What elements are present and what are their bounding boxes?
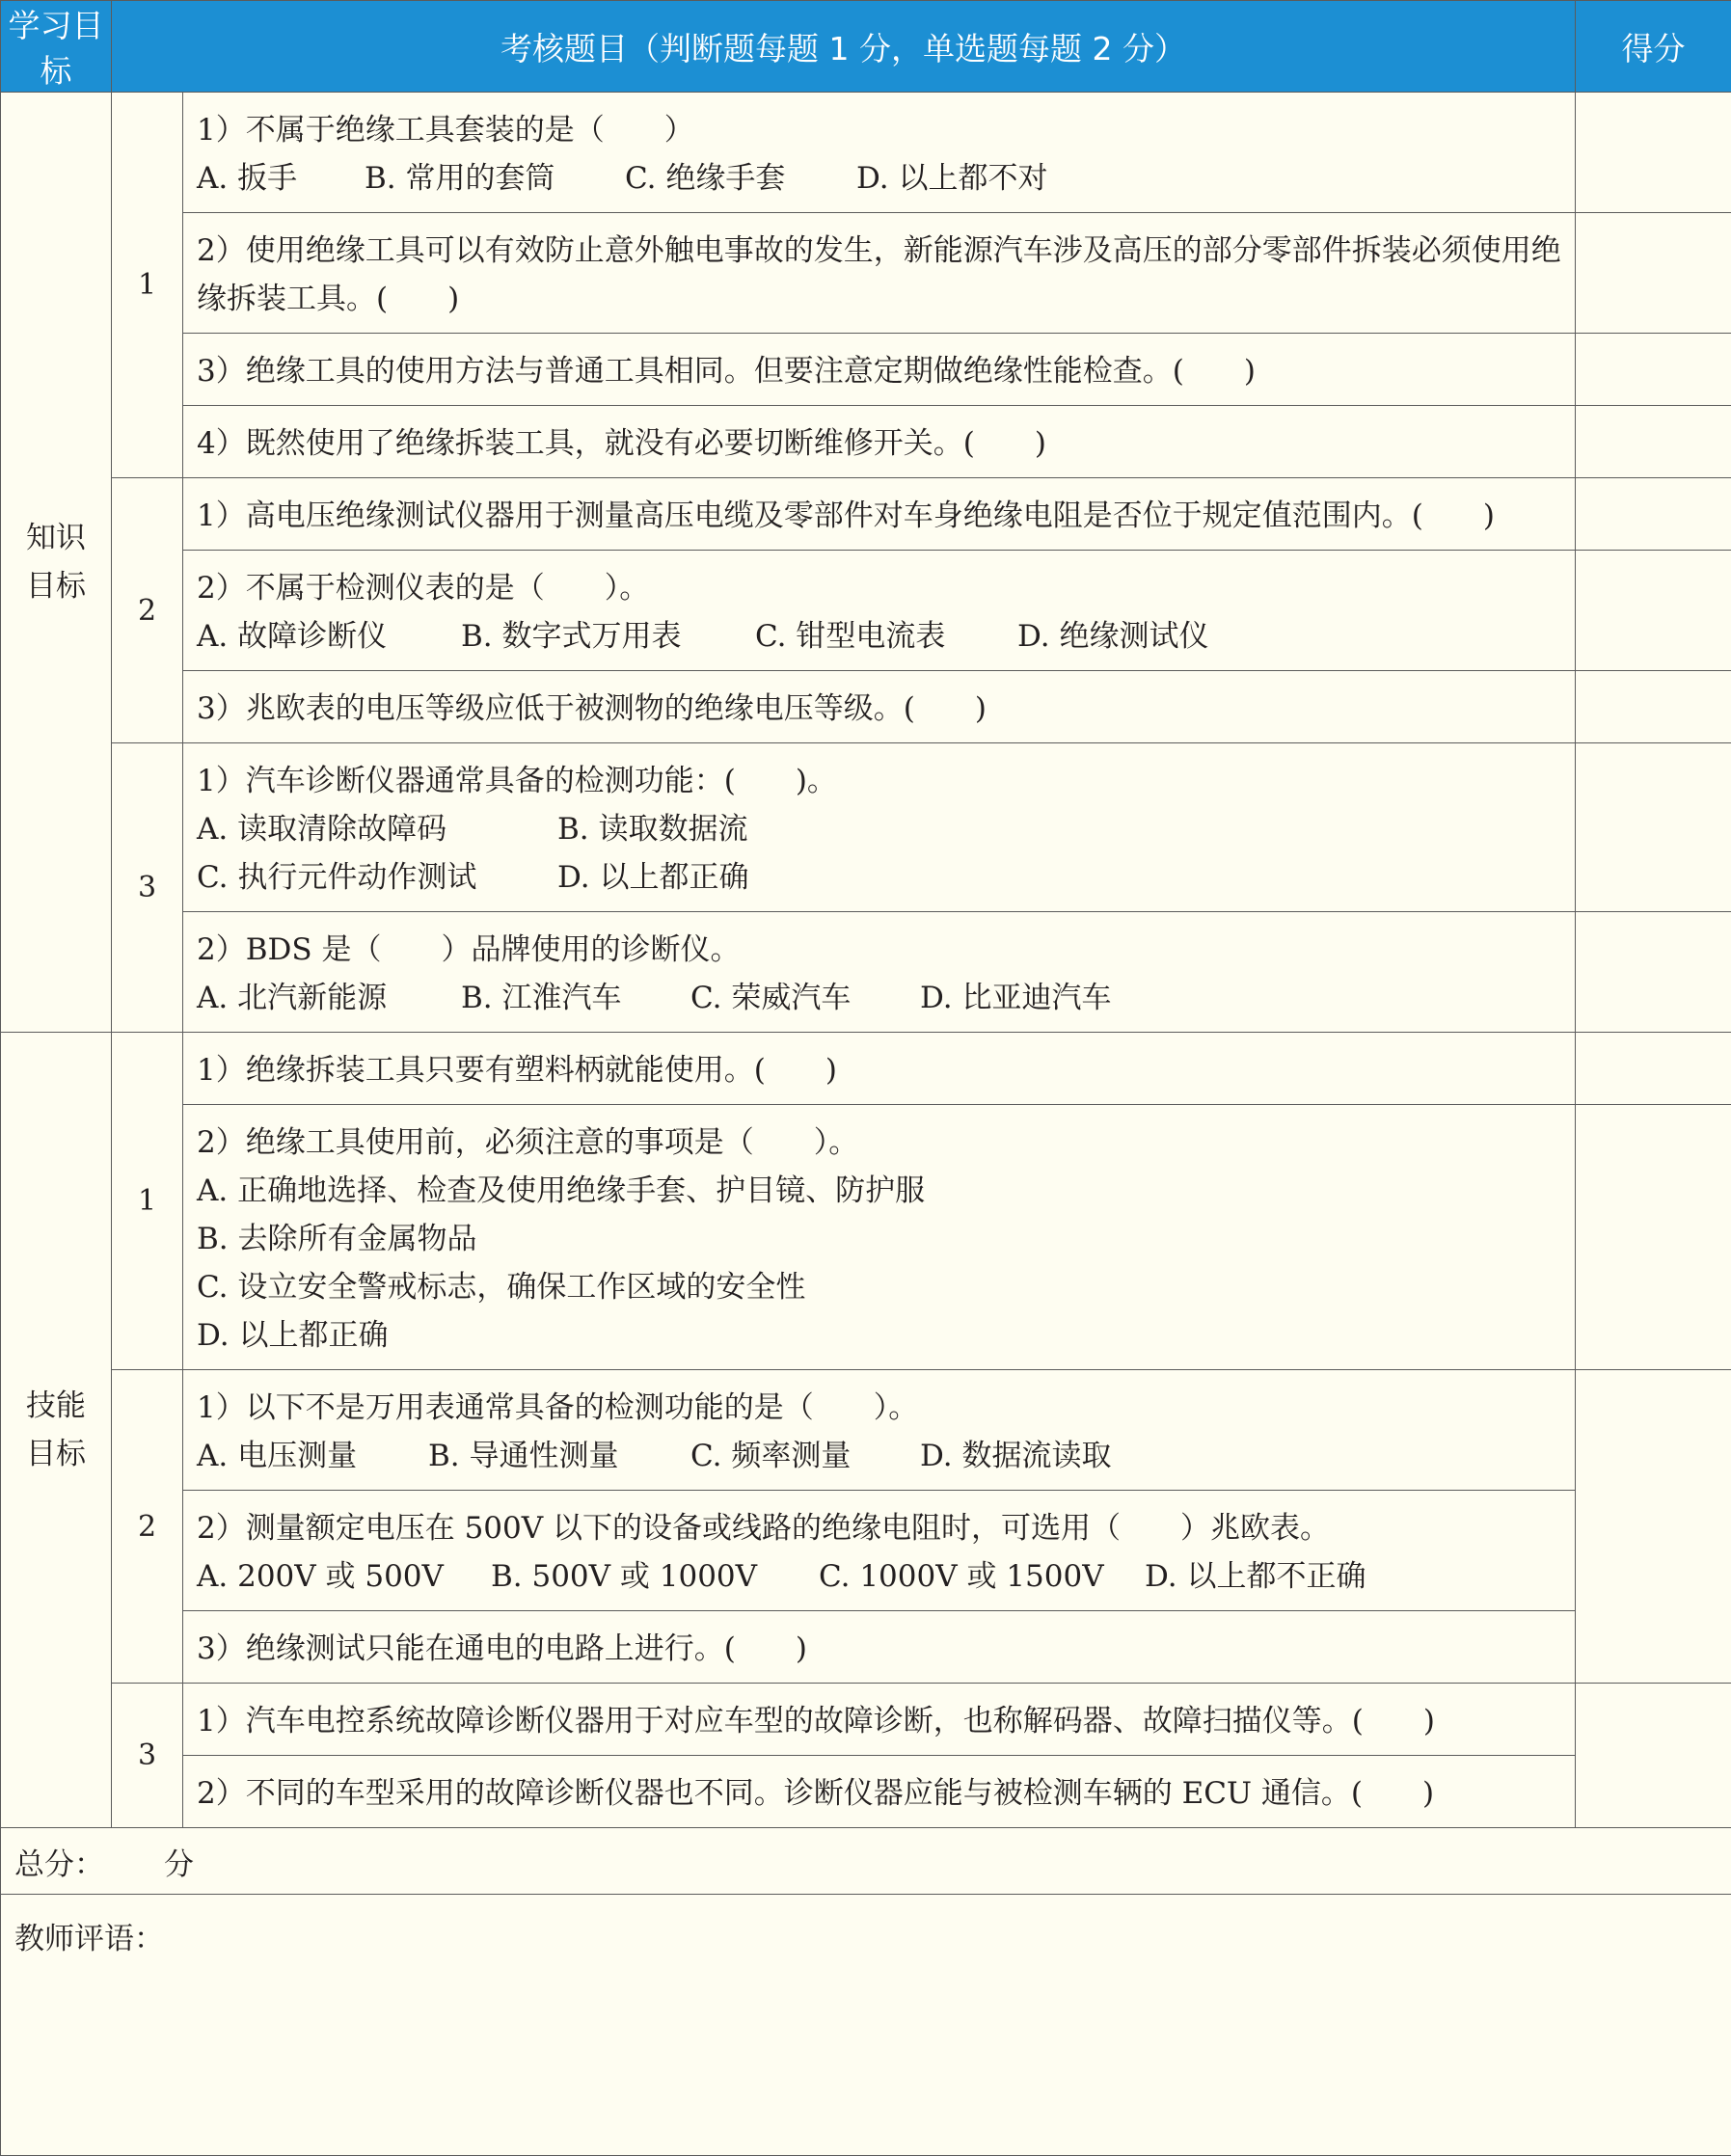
options: A. 北汽新能源 B. 江淮汽车 C. 荣威汽车 D. 比亚迪汽车 (197, 974, 1567, 1022)
question: 3）绝缘工具的使用方法与普通工具相同。但要注意定期做绝缘性能检查。( ) (183, 334, 1576, 406)
options: A. 200V 或 500V B. 500V 或 1000V C. 1000V 或 1500V D. 以上都不正确 (197, 1552, 1567, 1601)
score-cell[interactable] (1576, 912, 1731, 1033)
question: 3）兆欧表的电压等级应低于被测物的绝缘电压等级。( ) (183, 671, 1576, 743)
knowledge-goal-label: 知识 目标 (1, 93, 112, 1033)
teacher-comment-label: 教师评语： (14, 1922, 164, 1956)
score-cell[interactable] (1576, 1033, 1731, 1105)
group-number: 2 (112, 1370, 183, 1684)
group-number: 3 (112, 743, 183, 1033)
score-cell[interactable] (1576, 93, 1731, 213)
header-title: 考核题目（判断题每题 1 分，单选题每题 2 分） (112, 1, 1576, 93)
question: 2）不同的车型采用的故障诊断仪器也不同。诊断仪器应能与被检测车辆的 ECU 通信。( ) (183, 1756, 1576, 1828)
question: 2）测量额定电压在 500V 以下的设备或线路的绝缘电阻时，可选用（ ）兆欧表。 A. 200V 或 500V B. 500V 或 1000V C. 1000V 或 1500V D. 以上都不正确 (183, 1491, 1576, 1611)
score-cell[interactable] (1576, 551, 1731, 671)
score-cell[interactable] (1576, 334, 1731, 406)
teacher-comment-area[interactable] (1, 1895, 1731, 2156)
question: 1）汽车诊断仪器通常具备的检测功能：( )。 A. 读取清除故障码 B. 读取数据流 C. 执行元件动作测试 D. 以上都正确 (183, 743, 1576, 912)
group-number: 2 (112, 478, 183, 743)
options: A. 读取清除故障码 B. 读取数据流 (197, 805, 1567, 853)
question: 2）绝缘工具使用前，必须注意的事项是（ ）。 A. 正确地选择、检查及使用绝缘手套、护目镜、防护服 B. 去除所有金属物品 C. 设立安全警戒标志，确保工作区域的安全性 D. 以上都正确 (183, 1105, 1576, 1370)
options: C. 执行元件动作测试 D. 以上都正确 (197, 853, 1567, 902)
question: 1）绝缘拆装工具只要有塑料柄就能使用。( ) (183, 1033, 1576, 1105)
score-cell[interactable] (1576, 1105, 1731, 1370)
options: A. 故障诊断仪 B. 数字式万用表 C. 钳型电流表 D. 绝缘测试仪 (197, 612, 1567, 660)
group-number: 1 (112, 1033, 183, 1370)
score-cell[interactable] (1576, 406, 1731, 478)
total-score-label: 总分： (14, 1847, 104, 1882)
question: 3）绝缘测试只能在通电的电路上进行。( ) (183, 1611, 1576, 1684)
score-cell[interactable] (1576, 478, 1731, 551)
question: 1）高电压绝缘测试仪器用于测量高压电缆及零部件对车身绝缘电阻是否位于规定值范围内。( ) (183, 478, 1576, 551)
skill-goal-label: 技能 目标 (1, 1033, 112, 1828)
score-cell[interactable] (1576, 743, 1731, 912)
options: A. 电压测量 B. 导通性测量 C. 频率测量 D. 数据流读取 (197, 1432, 1567, 1480)
score-cell[interactable] (1576, 671, 1731, 743)
question: 2）不属于检测仪表的是（ ）。 A. 故障诊断仪 B. 数字式万用表 C. 钳型电流表 D. 绝缘测试仪 (183, 551, 1576, 671)
question: 1）不属于绝缘工具套装的是（ ） A. 扳手 B. 常用的套筒 C. 绝缘手套 D. 以上都不对 (183, 93, 1576, 213)
question: 2）BDS 是（ ）品牌使用的诊断仪。 A. 北汽新能源 B. 江淮汽车 C. 荣威汽车 D. 比亚迪汽车 (183, 912, 1576, 1033)
group-number: 3 (112, 1684, 183, 1828)
question: 1）汽车电控系统故障诊断仪器用于对应车型的故障诊断，也称解码器、故障扫描仪等。( ) (183, 1684, 1576, 1756)
total-score-row[interactable] (1, 1828, 1731, 1895)
question: 2）使用绝缘工具可以有效防止意外触电事故的发生，新能源汽车涉及高压的部分零部件拆装必须使用绝缘拆装工具。( ) (183, 213, 1576, 334)
header-goal: 学习目标 (1, 1, 112, 93)
score-cell[interactable] (1576, 1370, 1731, 1684)
options: A. 扳手 B. 常用的套筒 C. 绝缘手套 D. 以上都不对 (197, 154, 1567, 202)
question: 1）以下不是万用表通常具备的检测功能的是（ ）。 A. 电压测量 B. 导通性测量 C. 频率测量 D. 数据流读取 (183, 1370, 1576, 1491)
header-row (1, 1, 1731, 93)
score-cell[interactable] (1576, 1684, 1731, 1828)
score-cell[interactable] (1576, 213, 1731, 334)
question: 4）既然使用了绝缘拆装工具，就没有必要切断维修开关。( ) (183, 406, 1576, 478)
header-score: 得分 (1576, 1, 1731, 93)
total-score-unit: 分 (104, 1847, 194, 1882)
group-number: 1 (112, 93, 183, 478)
